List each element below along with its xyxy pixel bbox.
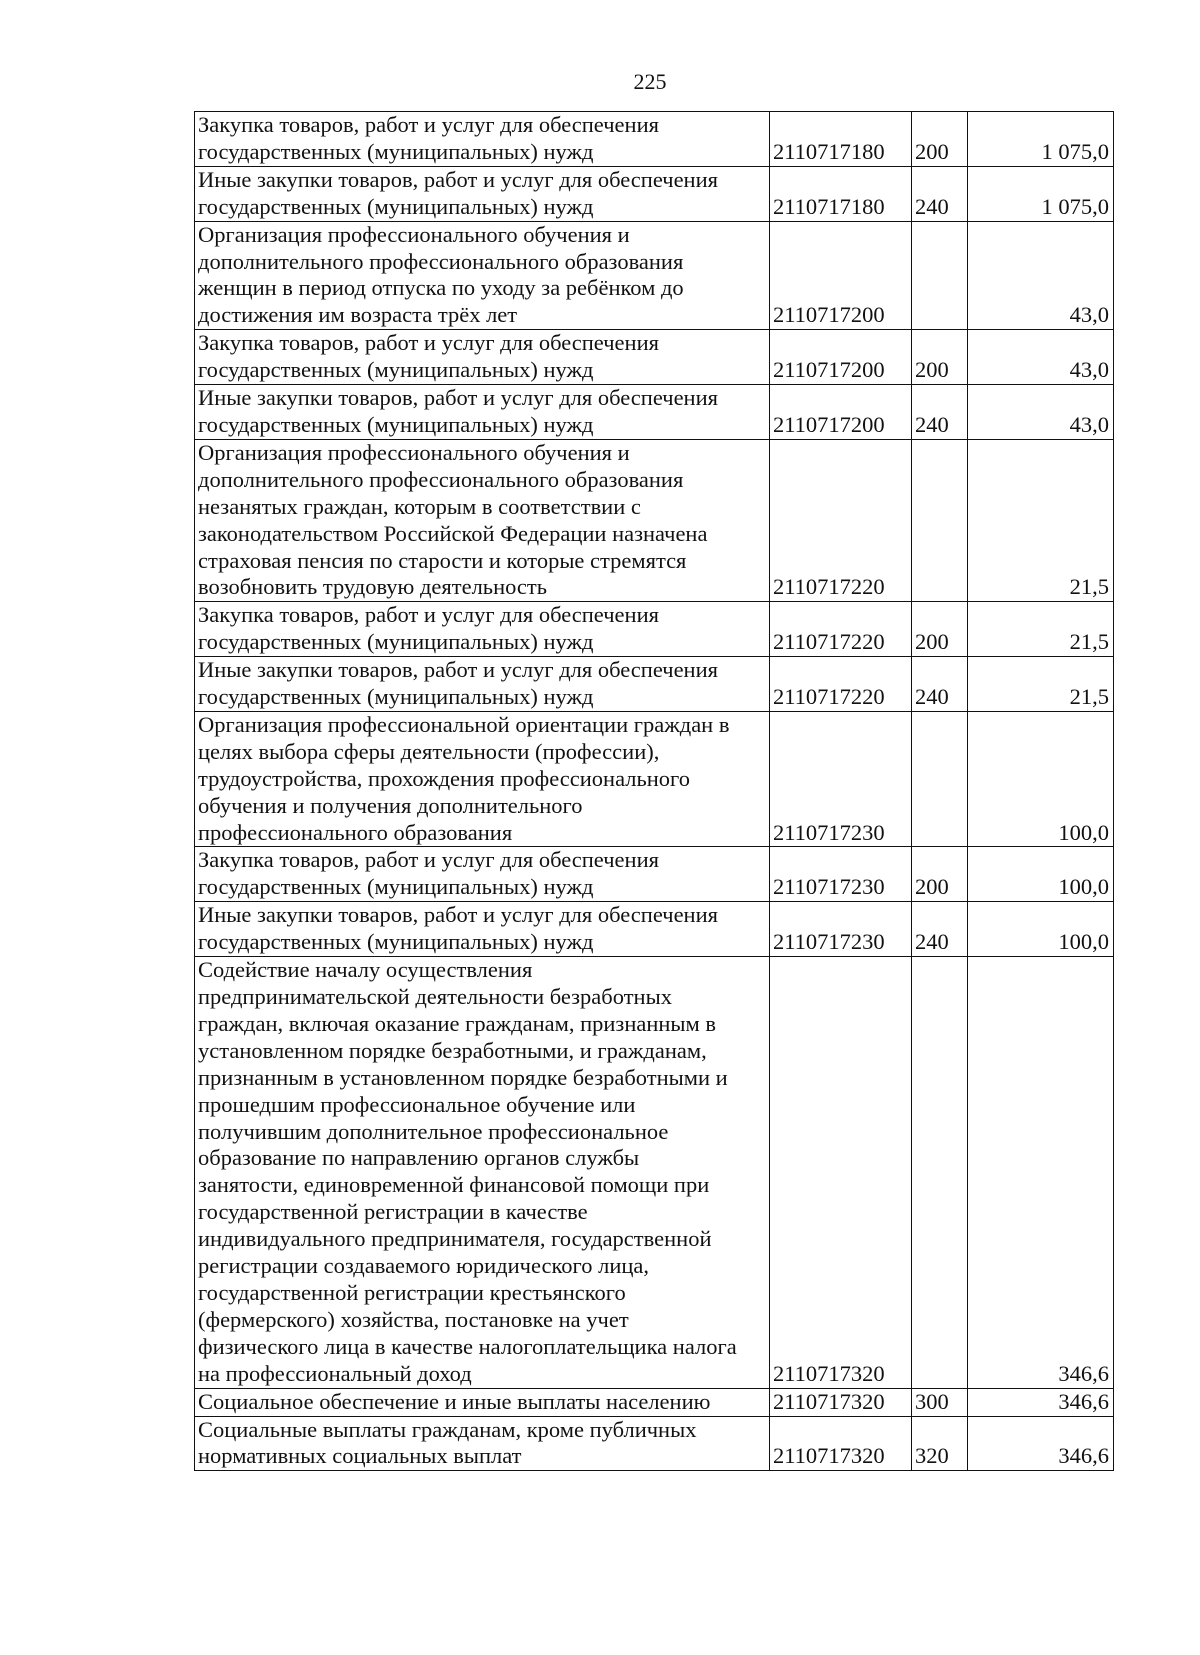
row-expense-type xyxy=(912,439,968,601)
row-expense-type: 240 xyxy=(912,902,968,957)
row-amount: 1 075,0 xyxy=(968,166,1114,221)
row-name: Социальные выплаты гражданам, кроме публичных нормативных социальных выплат xyxy=(195,1416,770,1471)
row-amount: 1 075,0 xyxy=(968,112,1114,167)
row-amount: 43,0 xyxy=(968,221,1114,330)
table-row xyxy=(195,902,1114,957)
table-row xyxy=(195,1388,1114,1416)
row-name: Иные закупки товаров, работ и услуг для обеспечения государственных (муниципальных) нужд xyxy=(195,385,770,440)
row-amount: 21,5 xyxy=(968,602,1114,657)
table-row xyxy=(195,439,1114,601)
row-name: Иные закупки товаров, работ и услуг для обеспечения государственных (муниципальных) нужд xyxy=(195,657,770,712)
row-target-code: 2110717200 xyxy=(770,330,912,385)
row-amount: 21,5 xyxy=(968,657,1114,712)
row-target-code: 2110717180 xyxy=(770,166,912,221)
row-expense-type: 320 xyxy=(912,1416,968,1471)
table-row xyxy=(195,602,1114,657)
row-target-code: 2110717220 xyxy=(770,439,912,601)
row-amount: 100,0 xyxy=(968,847,1114,902)
row-expense-type: 300 xyxy=(912,1388,968,1416)
row-target-code: 2110717230 xyxy=(770,711,912,847)
row-amount: 346,6 xyxy=(968,957,1114,1389)
row-expense-type: 240 xyxy=(912,385,968,440)
table-row xyxy=(195,711,1114,847)
row-expense-type xyxy=(912,221,968,330)
row-name: Организация профессионального обучения и дополнительного профессионального образования женщин в период отпуска по уходу за ребёнком до достижения им возраста трёх лет xyxy=(195,221,770,330)
table-row xyxy=(195,385,1114,440)
row-target-code: 2110717320 xyxy=(770,1388,912,1416)
page-number: 225 xyxy=(633,69,667,94)
row-target-code: 2110717180 xyxy=(770,112,912,167)
row-name: Организация профессионального обучения и дополнительного профессионального образования незанятых граждан, которым в соответствии с законодательством Российской Федерации назначена страховая пенсия по старости и которые стремятся возобновить трудовую деятельность xyxy=(195,439,770,601)
budget-table xyxy=(194,111,1114,1471)
row-name: Иные закупки товаров, работ и услуг для обеспечения государственных (муниципальных) нужд xyxy=(195,166,770,221)
table-row xyxy=(195,1416,1114,1471)
row-name: Закупка товаров, работ и услуг для обеспечения государственных (муниципальных) нужд xyxy=(195,847,770,902)
row-expense-type: 200 xyxy=(912,112,968,167)
row-expense-type xyxy=(912,957,968,1389)
table-row xyxy=(195,221,1114,330)
table-row xyxy=(195,657,1114,712)
row-name: Закупка товаров, работ и услуг для обеспечения государственных (муниципальных) нужд xyxy=(195,330,770,385)
row-expense-type xyxy=(912,711,968,847)
row-target-code: 2110717320 xyxy=(770,957,912,1389)
row-amount: 43,0 xyxy=(968,385,1114,440)
row-expense-type: 200 xyxy=(912,847,968,902)
row-target-code: 2110717220 xyxy=(770,657,912,712)
table-row xyxy=(195,330,1114,385)
row-name: Содействие началу осуществления предпринимательской деятельности безработных граждан, включая оказание гражданам, признанным в установленном порядке безработными, и гражданам, признанным в установленном порядке безработными и прошедшим профессиональное обучение или получившим дополнительное профессиональное образование по направлению органов службы занятости, единовременной финансовой помощи при государственной регистрации в качестве индивидуального предпринимателя, государственной регистрации создаваемого юридического лица, государственной регистрации крестьянского (фермерского) хозяйства, постановке на учет физического лица в качестве налогоплательщика налога на профессиональный доход xyxy=(195,957,770,1389)
table-row xyxy=(195,957,1114,1389)
row-name: Социальное обеспечение и иные выплаты населению xyxy=(195,1388,770,1416)
row-name: Иные закупки товаров, работ и услуг для обеспечения государственных (муниципальных) нужд xyxy=(195,902,770,957)
row-expense-type: 240 xyxy=(912,657,968,712)
row-expense-type: 200 xyxy=(912,602,968,657)
row-amount: 21,5 xyxy=(968,439,1114,601)
table-row xyxy=(195,847,1114,902)
row-amount: 100,0 xyxy=(968,902,1114,957)
row-name: Организация профессиональной ориентации граждан в целях выбора сферы деятельности (профессии), трудоустройства, прохождения профессионального обучения и получения дополнительного профессионального образования xyxy=(195,711,770,847)
row-amount: 346,6 xyxy=(968,1388,1114,1416)
row-target-code: 2110717230 xyxy=(770,847,912,902)
table-row xyxy=(195,166,1114,221)
row-target-code: 2110717220 xyxy=(770,602,912,657)
row-target-code: 2110717320 xyxy=(770,1416,912,1471)
row-amount: 100,0 xyxy=(968,711,1114,847)
table-row xyxy=(195,112,1114,167)
row-expense-type: 200 xyxy=(912,330,968,385)
row-expense-type: 240 xyxy=(912,166,968,221)
row-amount: 43,0 xyxy=(968,330,1114,385)
row-target-code: 2110717230 xyxy=(770,902,912,957)
row-target-code: 2110717200 xyxy=(770,385,912,440)
row-name: Закупка товаров, работ и услуг для обеспечения государственных (муниципальных) нужд xyxy=(195,112,770,167)
row-amount: 346,6 xyxy=(968,1416,1114,1471)
row-name: Закупка товаров, работ и услуг для обеспечения государственных (муниципальных) нужд xyxy=(195,602,770,657)
row-target-code: 2110717200 xyxy=(770,221,912,330)
